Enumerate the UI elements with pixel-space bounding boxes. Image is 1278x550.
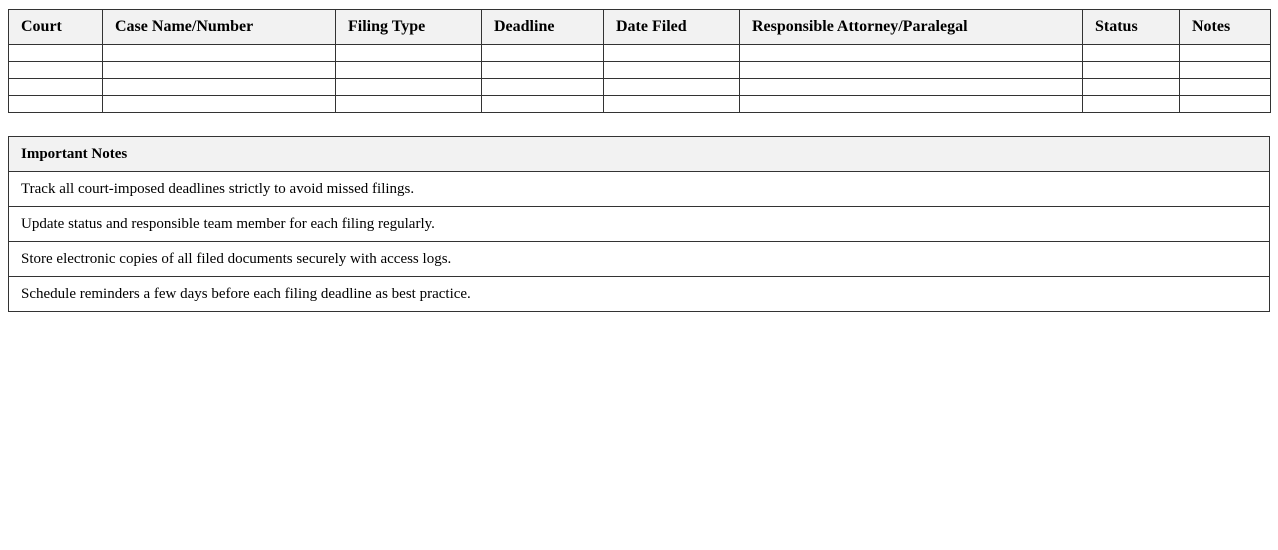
table-cell[interactable] [336,62,482,79]
table-cell[interactable] [1083,79,1180,96]
table-cell[interactable] [1083,45,1180,62]
table-cell[interactable] [336,45,482,62]
table-header-row [9,10,1271,45]
table-cell[interactable] [9,96,103,113]
column-header-notes: Notes [1180,10,1271,45]
note-item: Track all court-imposed deadlines strictly to avoid missed filings. [9,172,1270,207]
table-cell[interactable] [482,62,604,79]
note-item: Schedule reminders a few days before each filing deadline as best practice. [9,277,1270,312]
note-item: Update status and responsible team member for each filing regularly. [9,207,1270,242]
note-row [9,207,1270,242]
column-header-deadline: Deadline [482,10,604,45]
column-header-case-name-number: Case Name/Number [103,10,336,45]
table-row [9,96,1271,113]
table-cell[interactable] [336,96,482,113]
table-cell[interactable] [604,45,740,62]
table-cell[interactable] [482,79,604,96]
table-cell[interactable] [740,79,1083,96]
table-row [9,45,1271,62]
table-cell[interactable] [1180,62,1271,79]
important-notes-table [8,136,1270,312]
note-row [9,242,1270,277]
table-cell[interactable] [9,45,103,62]
important-notes-heading: Important Notes [9,137,1270,172]
table-cell[interactable] [740,45,1083,62]
filing-tracker-table [8,9,1271,113]
table-cell[interactable] [604,79,740,96]
table-cell[interactable] [604,62,740,79]
table-cell[interactable] [103,96,336,113]
table-cell[interactable] [103,45,336,62]
table-row [9,79,1271,96]
column-header-filing-type: Filing Type [336,10,482,45]
note-item: Store electronic copies of all filed documents securely with access logs. [9,242,1270,277]
table-cell[interactable] [9,79,103,96]
table-cell[interactable] [740,62,1083,79]
table-cell[interactable] [1083,96,1180,113]
note-row [9,172,1270,207]
note-row [9,277,1270,312]
table-cell[interactable] [9,62,103,79]
table-cell[interactable] [482,45,604,62]
table-cell[interactable] [482,96,604,113]
table-cell[interactable] [1180,96,1271,113]
column-header-status: Status [1083,10,1180,45]
table-cell[interactable] [604,96,740,113]
table-cell[interactable] [1180,45,1271,62]
table-cell[interactable] [103,79,336,96]
table-cell[interactable] [1180,79,1271,96]
notes-header-row [9,137,1270,172]
column-header-court: Court [9,10,103,45]
column-header-responsible: Responsible Attorney/Paralegal [740,10,1083,45]
table-row [9,62,1271,79]
table-cell[interactable] [336,79,482,96]
table-cell[interactable] [1083,62,1180,79]
column-header-date-filed: Date Filed [604,10,740,45]
table-cell[interactable] [740,96,1083,113]
table-cell[interactable] [103,62,336,79]
